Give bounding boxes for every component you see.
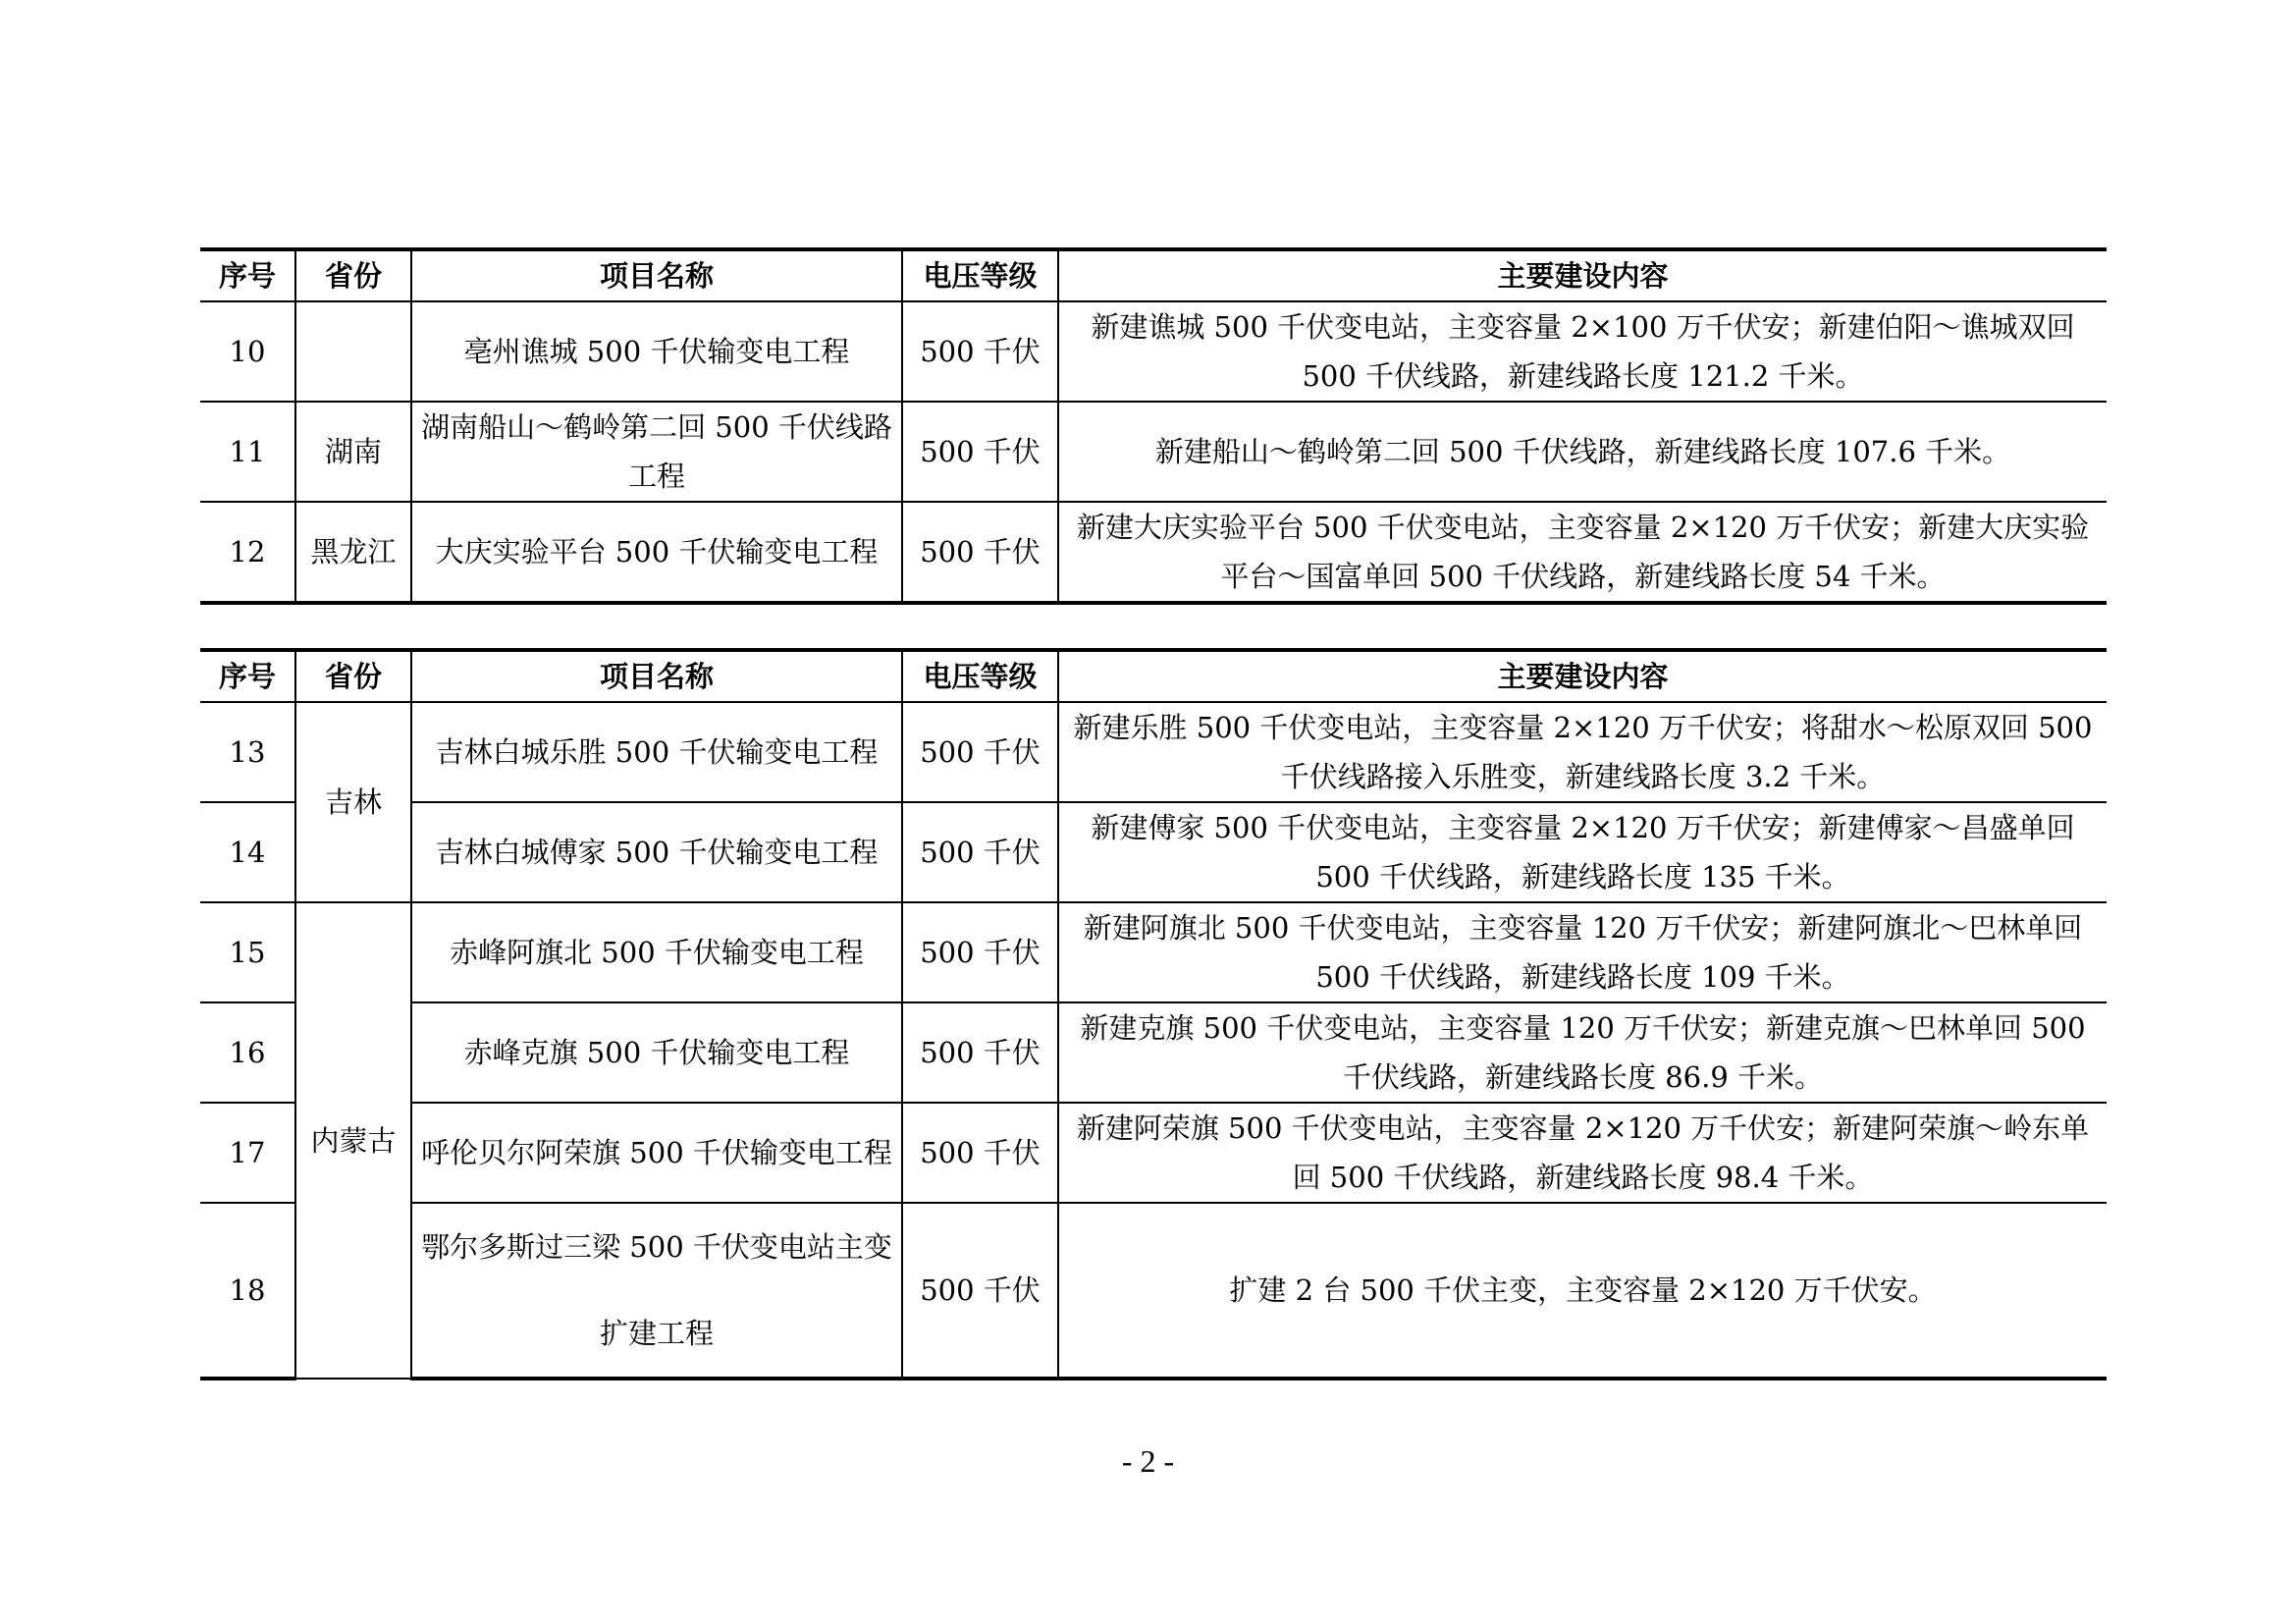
row-name: 大庆实验平台 500 千伏输变电工程 (411, 502, 902, 603)
table-row (200, 902, 2107, 1002)
row-voltage: 500 千伏 (902, 1203, 1058, 1379)
row-voltage: 500 千伏 (902, 702, 1058, 802)
row-voltage: 500 千伏 (902, 1103, 1058, 1203)
row-no: 13 (200, 702, 295, 802)
table-row (200, 402, 2107, 502)
row-name: 赤峰克旗 500 千伏输变电工程 (411, 1002, 902, 1103)
row-name: 鄂尔多斯过三梁 500 千伏变电站主变扩建工程 (411, 1203, 902, 1379)
row-name: 赤峰阿旗北 500 千伏输变电工程 (411, 902, 902, 1002)
row-no: 18 (200, 1203, 295, 1379)
header-no: 序号 (200, 249, 295, 301)
table-row (200, 1103, 2107, 1203)
row-province: 湖南 (295, 402, 411, 502)
row-no: 15 (200, 902, 295, 1002)
row-content: 新建阿旗北 500 千伏变电站，主变容量 120 万千伏安；新建阿旗北～巴林单回 500 千伏线路，新建线路长度 109 千米。 (1058, 902, 2107, 1002)
row-no: 11 (200, 402, 295, 502)
header-content: 主要建设内容 (1058, 650, 2107, 702)
row-name: 吉林白城乐胜 500 千伏输变电工程 (411, 702, 902, 802)
page-number: - 2 - (1121, 1443, 1175, 1479)
row-content: 新建阿荣旗 500 千伏变电站，主变容量 2×120 万千伏安；新建阿荣旗～岭东单回 500 千伏线路，新建线路长度 98.4 千米。 (1058, 1103, 2107, 1203)
row-content: 新建克旗 500 千伏变电站，主变容量 120 万千伏安；新建克旗～巴林单回 500 千伏线路，新建线路长度 86.9 千米。 (1058, 1002, 2107, 1103)
header-no: 序号 (200, 650, 295, 702)
table-header-row (200, 650, 2107, 702)
row-content: 新建船山～鹤岭第二回 500 千伏线路，新建线路长度 107.6 千米。 (1058, 402, 2107, 502)
row-content: 新建大庆实验平台 500 千伏变电站，主变容量 2×120 万千伏安；新建大庆实验平台～国富单回 500 千伏线路，新建线路长度 54 千米。 (1058, 502, 2107, 603)
header-province: 省份 (295, 650, 411, 702)
table-row (200, 502, 2107, 603)
table-row (200, 802, 2107, 902)
row-province (295, 301, 411, 402)
row-province: 吉林 (295, 702, 411, 902)
row-province: 内蒙古 (295, 902, 411, 1379)
table-header-row (200, 249, 2107, 301)
table-row (200, 301, 2107, 402)
row-voltage: 500 千伏 (902, 301, 1058, 402)
table-row (200, 1203, 2107, 1379)
project-table-a (200, 247, 2107, 605)
header-name: 项目名称 (411, 249, 902, 301)
row-no: 14 (200, 802, 295, 902)
row-name: 吉林白城傅家 500 千伏输变电工程 (411, 802, 902, 902)
row-no: 10 (200, 301, 295, 402)
row-voltage: 500 千伏 (902, 402, 1058, 502)
row-name: 亳州谯城 500 千伏输变电工程 (411, 301, 902, 402)
row-name: 湖南船山～鹤岭第二回 500 千伏线路工程 (411, 402, 902, 502)
row-content: 新建傅家 500 千伏变电站，主变容量 2×120 万千伏安；新建傅家～昌盛单回 500 千伏线路，新建线路长度 135 千米。 (1058, 802, 2107, 902)
row-voltage: 500 千伏 (902, 802, 1058, 902)
row-no: 12 (200, 502, 295, 603)
header-name: 项目名称 (411, 650, 902, 702)
row-voltage: 500 千伏 (902, 1002, 1058, 1103)
table-row (200, 1002, 2107, 1103)
row-content: 新建乐胜 500 千伏变电站，主变容量 2×120 万千伏安；将甜水～松原双回 500 千伏线路接入乐胜变，新建线路长度 3.2 千米。 (1058, 702, 2107, 802)
row-no: 16 (200, 1002, 295, 1103)
row-voltage: 500 千伏 (902, 502, 1058, 603)
row-no: 17 (200, 1103, 295, 1203)
header-content: 主要建设内容 (1058, 249, 2107, 301)
row-voltage: 500 千伏 (902, 902, 1058, 1002)
header-province: 省份 (295, 249, 411, 301)
header-voltage: 电压等级 (902, 650, 1058, 702)
table-row (200, 702, 2107, 802)
row-content: 新建谯城 500 千伏变电站，主变容量 2×100 万千伏安；新建伯阳～谯城双回 500 千伏线路，新建线路长度 121.2 千米。 (1058, 301, 2107, 402)
header-voltage: 电压等级 (902, 249, 1058, 301)
row-content: 扩建 2 台 500 千伏主变，主变容量 2×120 万千伏安。 (1058, 1203, 2107, 1379)
row-province: 黑龙江 (295, 502, 411, 603)
project-table-b (200, 648, 2107, 1380)
row-name: 呼伦贝尔阿荣旗 500 千伏输变电工程 (411, 1103, 902, 1203)
